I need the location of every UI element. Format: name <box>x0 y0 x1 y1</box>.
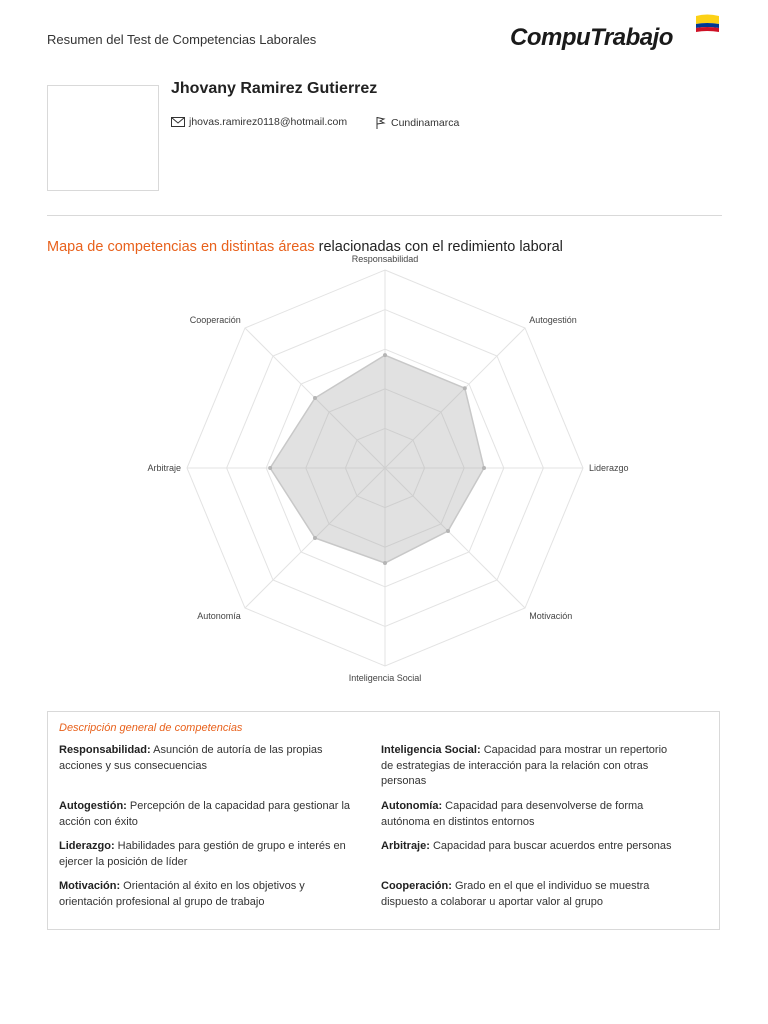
desc-text: Capacidad para desenvolverse de forma autónoma en distintos entornos <box>381 800 644 828</box>
desc-term: Inteligencia Social: <box>381 744 481 756</box>
contact-location <box>375 116 459 130</box>
radar-axis-label: Autogestión <box>529 314 577 325</box>
desc-item-inteligencia-social <box>381 743 681 790</box>
map-flag-icon <box>375 116 387 130</box>
radar-point <box>446 529 450 533</box>
desc-term: Arbitraje: <box>381 840 430 852</box>
radar-point <box>383 353 387 357</box>
desc-term: Cooperación: <box>381 880 452 892</box>
radar-point <box>383 561 387 565</box>
desc-term: Motivación: <box>59 880 121 892</box>
radar-axis-label: Inteligencia Social <box>348 673 422 683</box>
radar-point <box>268 466 272 470</box>
desc-item-cooperacion <box>381 879 681 910</box>
computrabajo-logo <box>510 14 725 54</box>
desc-item-arbitraje <box>381 839 681 855</box>
descriptions-panel <box>47 711 720 930</box>
report-title: Resumen del Test de Competencias Laborales <box>47 32 317 47</box>
desc-text: Percepción de la capacidad para gestionar la acción con éxito <box>59 800 351 828</box>
colombia-flag-icon <box>694 14 721 36</box>
radar-axis-label: Responsabilidad <box>351 254 419 264</box>
envelope-icon <box>171 117 185 127</box>
divider <box>47 215 722 216</box>
logo-text: CompuTrabajo <box>510 24 673 51</box>
radar-point <box>313 536 317 540</box>
radar-point <box>482 466 486 470</box>
profile-photo <box>47 85 159 191</box>
desc-term: Autonomía: <box>381 800 443 812</box>
desc-item-autogestion <box>59 799 359 830</box>
desc-text: Capacidad para buscar acuerdos entre personas <box>429 840 672 852</box>
desc-item-responsabilidad <box>59 743 359 774</box>
radar-axis-label: Cooperación <box>189 314 241 325</box>
desc-term: Autogestión: <box>59 800 127 812</box>
location-text: Cundinamarca <box>391 117 460 129</box>
descriptions-heading: Descripción general de competencias <box>59 722 243 734</box>
contact-email <box>171 116 347 128</box>
desc-item-autonomia <box>381 799 681 830</box>
radar-axis-label: Arbitraje <box>147 463 181 473</box>
radar-axis-label: Motivación <box>529 611 573 622</box>
desc-text: Grado en el que el individuo se muestra dispuesto a colaborar u aportar valor al grupo <box>381 880 650 908</box>
section-title-highlight: Mapa de competencias en distintas áreas <box>47 239 315 255</box>
desc-text: Asunción de autoría de las propias acciones y sus consecuencias <box>59 744 323 772</box>
radar-axis-label: Autonomía <box>197 611 241 622</box>
email-text: jhovas.ramirez0118@hotmail.com <box>189 116 348 128</box>
section-title-rest: relacionadas con el redimiento laboral <box>314 239 563 255</box>
radar-data-area <box>270 355 484 563</box>
desc-text: Orientación al éxito en los objetivos y orientación profesional al grupo de trabajo <box>59 880 305 908</box>
desc-term: Responsabilidad: <box>59 744 151 756</box>
desc-text: Capacidad para mostrar un repertorio de estrategias de interacción para la relación con otras personas <box>381 744 668 787</box>
desc-term: Liderazgo: <box>59 840 115 852</box>
competency-radar-chart <box>120 254 650 683</box>
radar-axis-label: Liderazgo <box>589 463 629 473</box>
candidate-name: Jhovany Ramirez Gutierrez <box>171 80 378 97</box>
desc-item-liderazgo <box>59 839 359 870</box>
chart-section-title <box>47 239 563 255</box>
desc-text: Habilidades para gestión de grupo e interés en ejercer la posición de líder <box>59 840 346 868</box>
radar-point <box>463 386 467 390</box>
radar-point <box>313 396 317 400</box>
desc-item-motivacion <box>59 879 359 910</box>
